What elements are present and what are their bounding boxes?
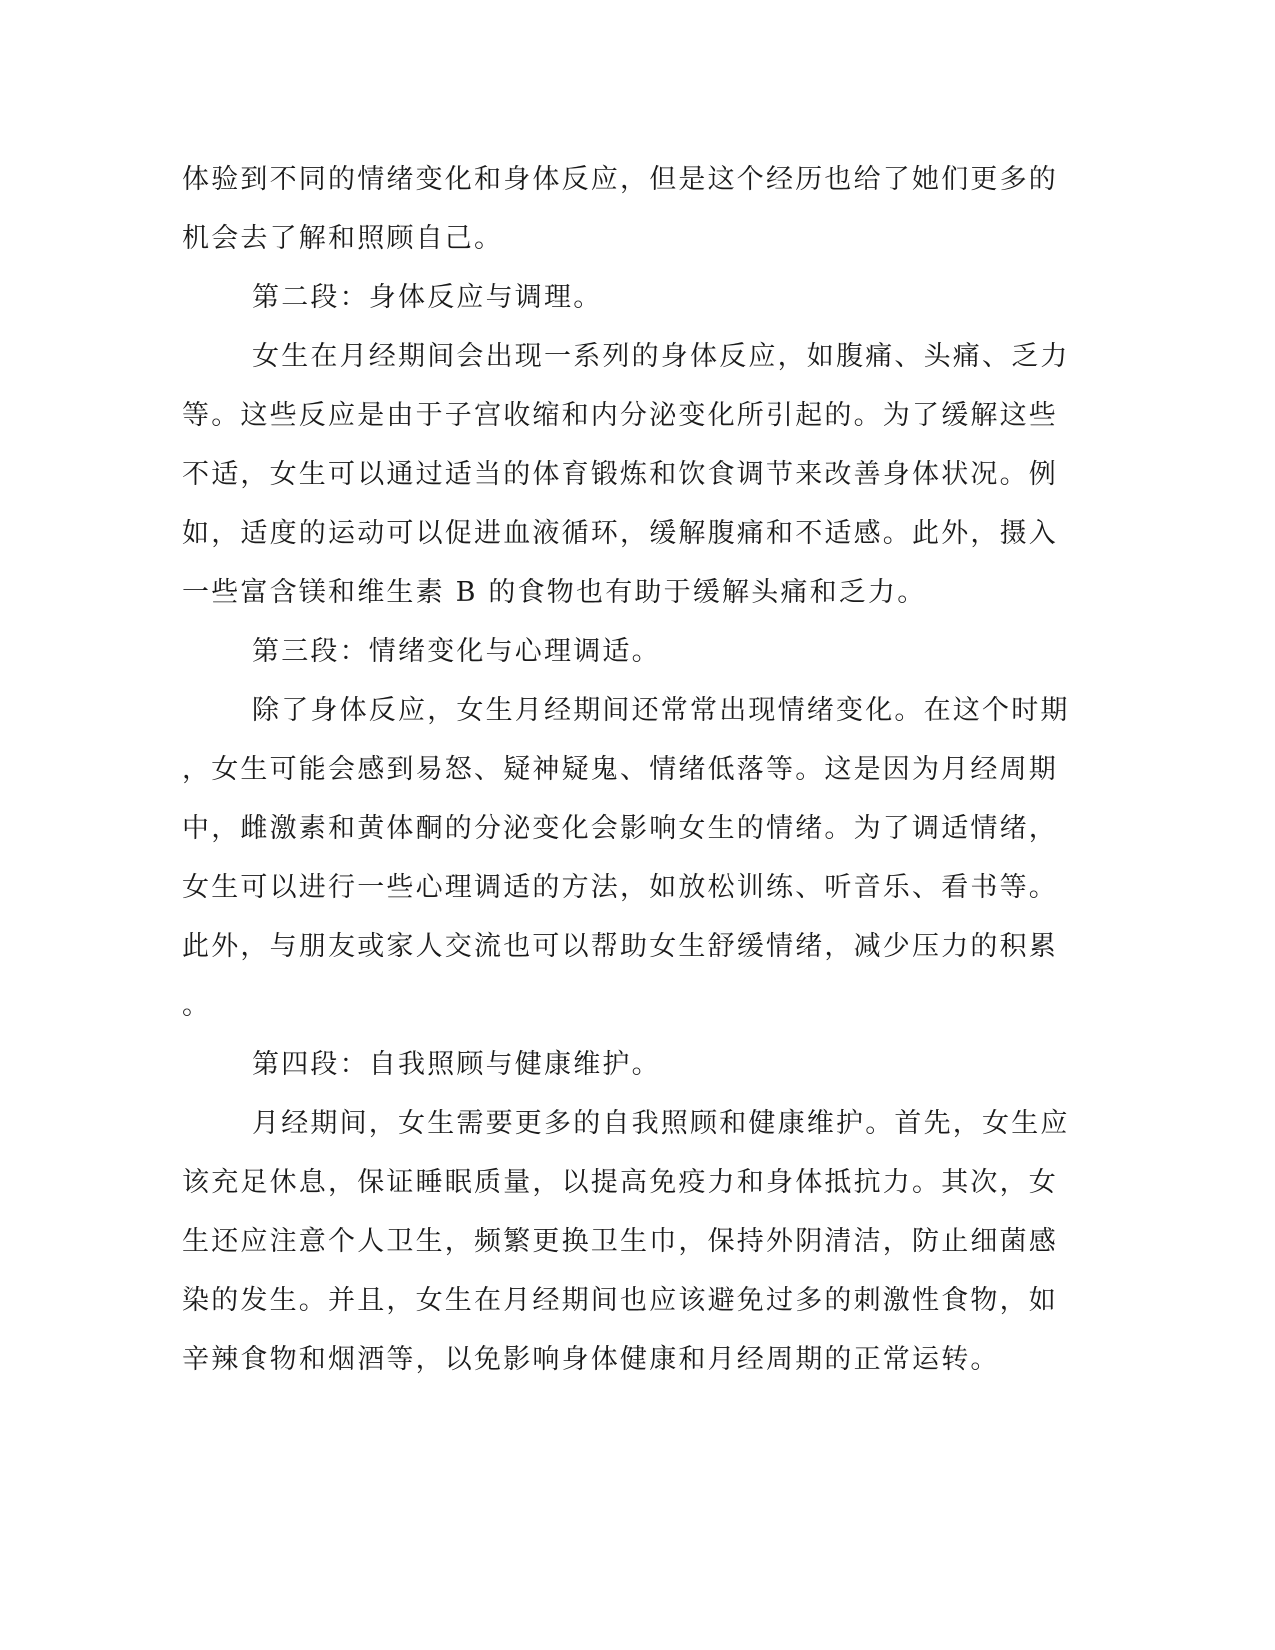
- text-line: 除了身体反应，女生月经期间还常常出现情绪变化。在这个时期: [252, 695, 1070, 726]
- text-line: 。: [182, 990, 212, 1021]
- section-heading: 第三段：情绪变化与心理调适。: [252, 636, 661, 667]
- text-line: 女生在月经期间会出现一系列的身体反应，如腹痛、头痛、乏力: [252, 341, 1070, 372]
- text-line: 女生可以进行一些心理调适的方法，如放松训练、听音乐、看书等。: [182, 872, 1058, 903]
- text-line: 生还应注意个人卫生，频繁更换卫生巾，保持外阴清洁，防止细菌感: [182, 1226, 1058, 1257]
- text-line: 该充足休息，保证睡眠质量，以提高免疫力和身体抵抗力。其次，女: [182, 1167, 1058, 1198]
- text-line: 一些富含镁和维生素 B 的食物也有助于缓解头痛和乏力。: [182, 577, 927, 608]
- text-line: ，女生可能会感到易怒、疑神疑鬼、情绪低落等。这是因为月经周期: [182, 754, 1058, 785]
- text-line: 等。这些反应是由于子宫收缩和内分泌变化所引起的。为了缓解这些: [182, 400, 1058, 431]
- text-line: 不适，女生可以通过适当的体育锻炼和饮食调节来改善身体状况。例: [182, 459, 1058, 490]
- section-heading: 第四段：自我照顾与健康维护。: [252, 1049, 661, 1080]
- text-line: 月经期间，女生需要更多的自我照顾和健康维护。首先，女生应: [252, 1108, 1070, 1139]
- text-line: 机会去了解和照顾自己。: [182, 223, 504, 254]
- text-line: 体验到不同的情绪变化和身体反应，但是这个经历也给了她们更多的: [182, 164, 1058, 195]
- text-line: 染的发生。并且，女生在月经期间也应该避免过多的刺激性食物，如: [182, 1285, 1058, 1316]
- text-line: 辛辣食物和烟酒等，以免影响身体健康和月经周期的正常运转。: [182, 1344, 1000, 1375]
- section-heading: 第二段：身体反应与调理。: [252, 282, 603, 313]
- text-line: 中，雌激素和黄体酮的分泌变化会影响女生的情绪。为了调适情绪，: [182, 813, 1058, 844]
- text-line: 此外，与朋友或家人交流也可以帮助女生舒缓情绪，减少压力的积累: [182, 931, 1058, 962]
- text-line: 如，适度的运动可以促进血液循环，缓解腹痛和不适感。此外，摄入: [182, 518, 1058, 549]
